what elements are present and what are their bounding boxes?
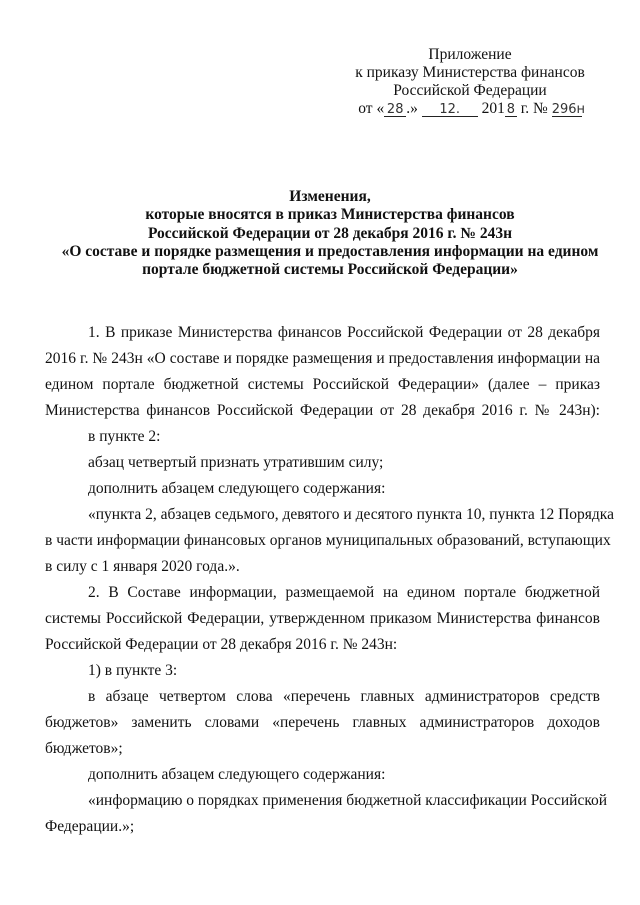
document-title <box>40 188 620 279</box>
title-line-3: Российской Федерации от 28 декабря 2016 г. № 243н <box>147 224 513 242</box>
appendix-order-ref: к приказу Министерства финансов <box>355 64 585 81</box>
paragraph-1-line-2: 2016 г. № 243н «О составе и порядке размещения и предоставления информации на <box>45 350 600 367</box>
paragraph-1-item-a: в пункте 2: <box>88 428 161 445</box>
title-line-5: портале бюджетной системы Российской Федерации» <box>142 261 518 279</box>
paragraph-2-quote-line-1: «информацию о порядках применения бюджетной классификации Российской <box>88 792 608 809</box>
paragraph-1-quote-line-2: в части информации финансовых органов муниципальных образований, вступающих <box>45 532 611 549</box>
title-line-2: которые вносятся в приказ Министерства финансов <box>145 206 515 224</box>
document-body <box>45 320 614 840</box>
date-year-prefix: 201 <box>481 100 505 117</box>
paragraph-1-line-1: 1. В приказе Министерства финансов Российской Федерации от 28 декабря <box>88 324 600 341</box>
paragraph-2-item-b-line-1: в абзаце четвертом слова «перечень главных администраторов средств <box>88 688 600 705</box>
date-year-digit: 8 <box>506 102 515 117</box>
paragraph-1-line-4: Министерства финансов Российской Федерации от 28 декабря 2016 г. № 243н): <box>45 402 600 419</box>
paragraph-2-item-a: 1) в пункте 3: <box>88 662 178 679</box>
paragraph-2-line-2: системы Российской Федерации, утвержденном приказом Министерства финансов <box>45 610 600 627</box>
date-sep: .» <box>406 100 418 117</box>
paragraph-1-quote-line-1: «пункта 2, абзацев седьмого, девятого и десятого пункта 10, пункта 12 Порядка <box>88 506 614 523</box>
paragraph-1-quote-line-3: в силу с 1 января 2020 года.». <box>45 558 240 575</box>
date-prefix: от « <box>358 100 385 117</box>
paragraph-2-item-b-line-2: бюджетов» заменить словами «перечень главных администраторов доходов <box>45 714 600 731</box>
paragraph-2-line-3: Российской Федерации от 28 декабря 2016 г. № 243н: <box>45 636 398 653</box>
date-month: 12. <box>422 103 478 117</box>
paragraph-2-item-b-line-3: бюджетов»; <box>45 740 123 757</box>
title-line-4: «О составе и порядке размещения и предоставления информации на едином <box>61 242 599 260</box>
appendix-label: Приложение <box>428 46 512 63</box>
paragraph-2-item-c: дополнить абзацем следующего содержания: <box>88 766 386 783</box>
appendix-date-line <box>340 100 600 118</box>
paragraph-1-line-3: едином портале бюджетной системы Российской Федерации» (далее – приказ <box>45 376 600 393</box>
appendix-header <box>340 46 600 118</box>
paragraph-2-quote-line-2: Федерации.»; <box>45 818 135 835</box>
paragraph-1-item-c: дополнить абзацем следующего содержания: <box>88 480 386 497</box>
paragraph-2-line-1: 2. В Составе информации, размещаемой на едином портале бюджетной <box>88 584 600 601</box>
paragraph-1-item-b: абзац четвертый признать утратившим силу; <box>88 454 384 471</box>
date-year-suffix: г. № <box>516 100 548 117</box>
appendix-ministry: Российской Федерации <box>393 82 547 99</box>
order-number: 296н <box>551 102 586 117</box>
title-line-1: Изменения, <box>289 188 371 205</box>
date-day: 28 <box>384 103 406 117</box>
